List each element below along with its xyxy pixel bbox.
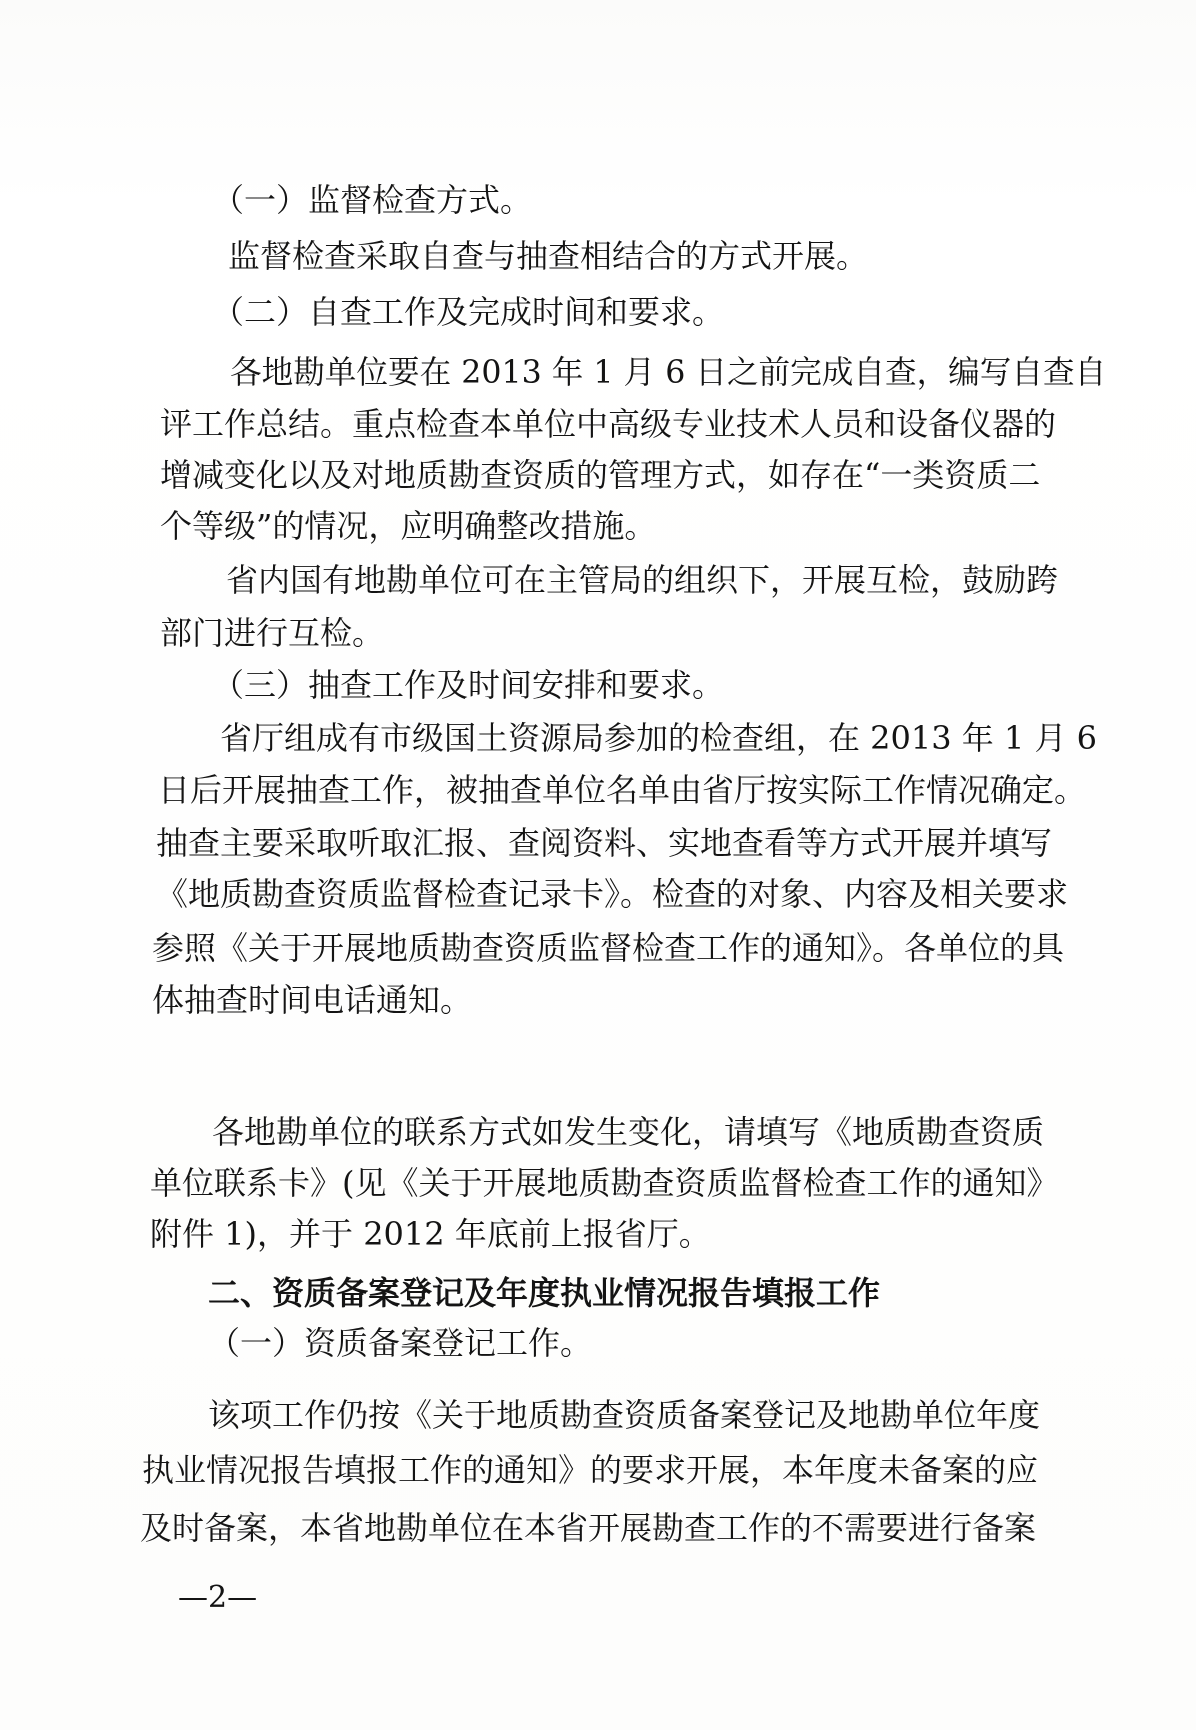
- subheading-spot-check: （三）抽查工作及时间安排和要求。: [212, 666, 725, 704]
- paragraph-line: 评工作总结。重点检查本单位中高级专业技术人员和设备仪器的: [160, 405, 1057, 443]
- paragraph-line: 执业情况报告填报工作的通知》的要求开展，本年度未备案的应: [142, 1451, 1039, 1489]
- paragraph-line: 增减变化以及对地质勘查资质的管理方式，如存在“一类资质二: [160, 456, 1041, 494]
- paragraph-line: 抽查主要采取听取汇报、查阅资料、实地查看等方式开展并填写: [156, 824, 1053, 862]
- paragraph-line: 部门进行互检。: [160, 614, 385, 652]
- paragraph-line: 单位联系卡》(见《关于开展地质勘查资质监督检查工作的通知》: [150, 1164, 1059, 1202]
- paragraph-line: 省内国有地勘单位可在主管局的组织下，开展互检，鼓励跨: [226, 561, 1059, 599]
- paragraph-line: 省厅组成有市级国土资源局参加的检查组，在 2013 年 1 月 6: [220, 719, 1098, 757]
- paragraph-line: 该项工作仍按《关于地质勘查资质备案登记及地勘单位年度: [208, 1396, 1041, 1434]
- subheading-filing-registration: （一）资质备案登记工作。: [208, 1324, 593, 1362]
- paragraph-line: 参照《关于开展地质勘查资质监督检查工作的通知》。各单位的具: [152, 929, 1065, 967]
- paragraph-line: 体抽查时间电话通知。: [152, 981, 473, 1019]
- paragraph-line: 监督检查采取自查与抽查相结合的方式开展。: [228, 237, 869, 275]
- paragraph-line: 《地质勘查资质监督检查记录卡》。检查的对象、内容及相关要求: [156, 875, 1069, 913]
- paragraph-line: 日后开展抽查工作，被抽查单位名单由省厅按实际工作情况确定。: [158, 771, 1087, 809]
- paragraph-line: 各地勘单位的联系方式如发生变化，请填写《地质勘查资质: [212, 1113, 1045, 1151]
- subheading-supervision-method: （一）监督检查方式。: [212, 181, 533, 219]
- paragraph-line: 各地勘单位要在 2013 年 1 月 6 日之前完成自查，编写自查自: [230, 353, 1107, 391]
- subheading-self-inspection: （二）自查工作及完成时间和要求。: [212, 293, 725, 331]
- paragraph-line: 及时备案，本省地勘单位在本省开展勘查工作的不需要进行备案: [140, 1509, 1037, 1547]
- page-number: —2—: [178, 1580, 258, 1615]
- section-heading-2: 二、资质备案登记及年度执业情况报告填报工作: [208, 1274, 881, 1312]
- paragraph-line: 附件 1)，并于 2012 年底前上报省厅。: [150, 1215, 711, 1253]
- paragraph-line: 个等级”的情况，应明确整改措施。: [160, 507, 657, 545]
